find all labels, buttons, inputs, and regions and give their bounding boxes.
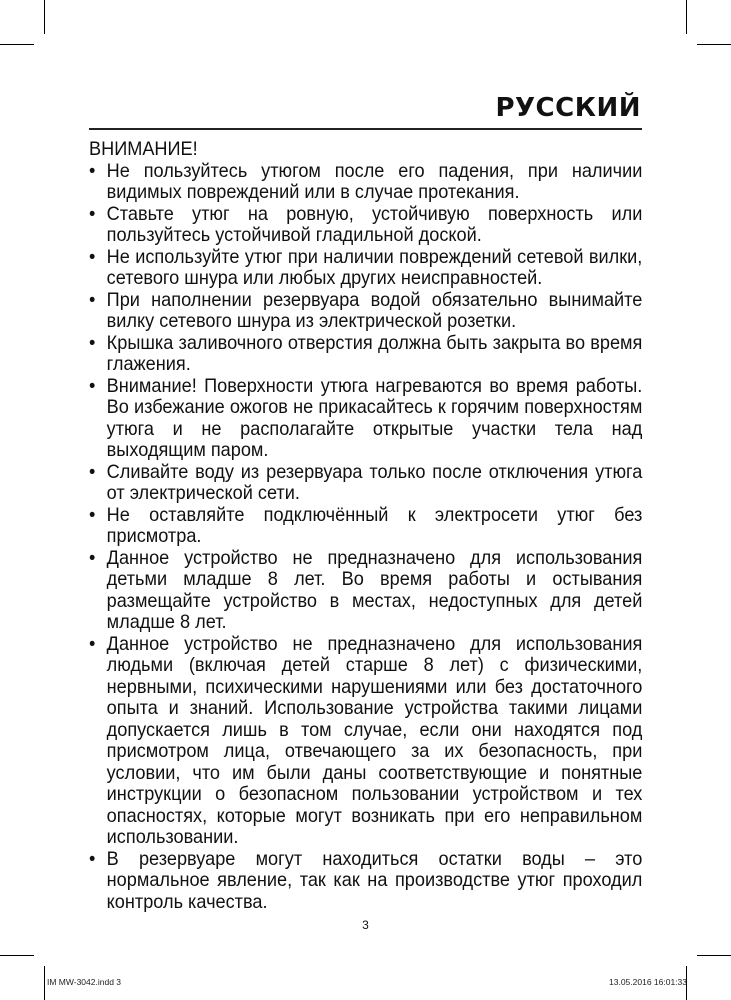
- crop-mark: [0, 955, 34, 956]
- crop-mark: [686, 0, 687, 34]
- page-number: 3: [362, 918, 369, 932]
- list-item: • Данное устройство не предназначено для использования людьми (включая детей старше 8 лет) с физическими, нервными, психическими нарушениями или без достаточного опыта и знаний. Использование устройства такими лицами допускается лишь в том случае, если они находятся под присмотром лица, отвечающего за их безопасность, при условии, что им были даны соответствующие и понятные инструкции о безопасном пользовании устройством и тех опасностях, которые могут возникать при его неправильном использовании.: [89, 634, 642, 849]
- warning-list: [89, 161, 642, 914]
- language-heading: РУССКИЙ: [495, 93, 641, 123]
- list-item: • Крышка заливочного отверстия должна быть закрыта во время глажения.: [89, 333, 642, 376]
- list-item: • Данное устройство не предназначено для использования детьми младше 8 лет. Во время работы и остывания размещайте устройство в местах, недоступных для детей младше 8 лет.: [89, 548, 642, 634]
- list-item: • Не пользуйтесь утюгом после его падения, при наличии видимых повреждений или в случае протекания.: [89, 161, 642, 204]
- print-slug-file: IM MW-3042.indd 3: [47, 977, 122, 987]
- list-item: • Ставьте утюг на ровную, устойчивую поверхность или пользуйтесь устойчивой гладильной доской.: [89, 204, 642, 247]
- list-item: • В резервуаре могут находиться остатки воды – это нормальное явление, так как на производстве утюг проходил контроль качества.: [89, 849, 642, 914]
- warnings-section: [89, 139, 642, 913]
- crop-mark: [0, 44, 34, 45]
- list-item: • Не используйте утюг при наличии повреждений сетевой вилки, сетевого шнура или любых других неисправностей.: [89, 247, 642, 290]
- list-item: • Сливайте воду из резервуара только после отключения утюга от электрической сети.: [89, 462, 642, 505]
- print-slug-date: 13.05.2016 16:01:33: [609, 977, 687, 987]
- crop-mark: [44, 966, 45, 1000]
- crop-mark: [697, 955, 731, 956]
- crop-mark: [44, 0, 45, 34]
- header-rule: [89, 128, 642, 130]
- warning-heading: ВНИМАНИЕ!: [89, 138, 198, 160]
- list-item: • При наполнении резервуара водой обязательно вынимайте вилку сетевого шнура из электрической розетки.: [89, 290, 642, 333]
- crop-mark: [697, 44, 731, 45]
- list-item: • Не оставляйте подключённый к электросети утюг без присмотра.: [89, 505, 642, 548]
- list-item: • Внимание! Поверхности утюга нагреваются во время работы. Во избежание ожогов не прикасайтесь к горячим поверхностям утюга и не располагайте открытые участки тела над выходящим паром.: [89, 376, 642, 462]
